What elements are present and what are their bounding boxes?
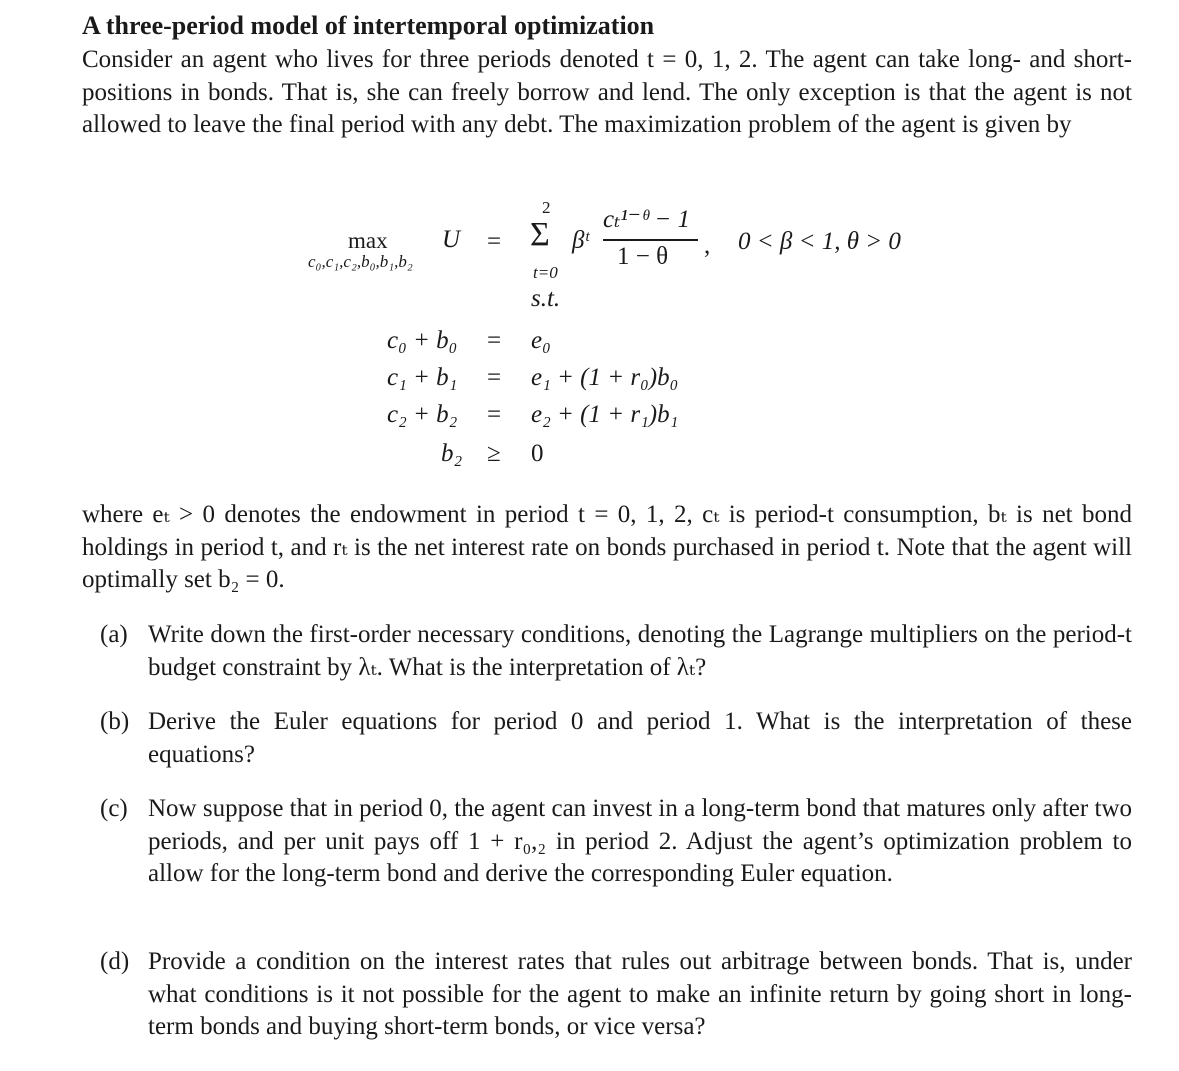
constraint-relation: = (487, 327, 502, 354)
section-title: A three-period model of intertemporal optimization (82, 11, 655, 40)
question-label: (a) (100, 621, 128, 648)
constraint-rhs: e₁ + (1 + r₀)b₀ (531, 364, 679, 391)
sum-symbol: Σ (530, 216, 550, 253)
max-operator: max (348, 228, 388, 253)
question-item (100, 706, 1132, 771)
max-variables: c₀,c₁,c₂,b₀,b₁,b₂ (308, 252, 413, 271)
subject-to-label: s.t. (531, 285, 561, 312)
question-item (100, 946, 1132, 1044)
constraint-lhs: c₀ + b₀ (387, 327, 458, 354)
sum-lower-limit: t=0 (533, 263, 558, 282)
discount-factor: βᵗ (572, 227, 589, 254)
fraction-bar (603, 239, 698, 241)
question-text: Now suppose that in period 0, the agent can invest in a long-term bond that matures only after two periods, and per unit pays off 1 + r₀,₂ in period 2. Adjust the agent’s optimization problem to allow for the long-term bond and derive the corresponding Euler equation. (148, 795, 1132, 887)
objective-equals: = (487, 228, 502, 255)
question-label: (d) (100, 948, 130, 975)
fraction-numerator: cₜ¹⁻ᶿ − 1 (603, 206, 690, 233)
constraint-relation: = (487, 401, 502, 428)
constraint-lhs: c₁ + b₁ (387, 364, 458, 391)
question-label: (b) (100, 708, 130, 735)
constraint-rhs: e₀ (531, 327, 551, 354)
objective-comma: , (704, 232, 711, 259)
constraint-lhs: c₂ + b₂ (387, 401, 458, 428)
intro-paragraph: Consider an agent who lives for three periods denoted t = 0, 1, 2. The agent can take long- and short-positions in bonds. That is, she can freely borrow and lend. The only exception is that the agent is not allowed to leave the final period with any debt. The maximization problem of the agent is given by (82, 46, 1132, 138)
constraint-relation: = (487, 364, 502, 391)
definitions-paragraph: where eₜ > 0 denotes the endowment in period t = 0, 1, 2, cₜ is period-t consumption, bₜ is net bond holdings in period t, and rₜ is the net interest rate on bonds purchased in period t. Note that the agent will optimally set b₂ = 0. (82, 501, 1132, 593)
fraction-denominator: 1 − θ (617, 243, 669, 270)
question-text: Derive the Euler equations for period 0 and period 1. What is the interpretation of these equations? (148, 708, 1132, 768)
question-item (100, 793, 1132, 891)
constraint-lhs: b₂ (441, 440, 463, 467)
objective-lhs: U (442, 226, 461, 253)
parameter-condition: 0 < β < 1, θ > 0 (738, 228, 901, 255)
constraint-rhs: 0 (531, 440, 544, 467)
question-label: (c) (100, 795, 128, 822)
question-text: Write down the first-order necessary conditions, denoting the Lagrange multipliers on the period-t budget constraint by λₜ. What is the interpretation of λₜ? (148, 621, 1132, 681)
sum-upper-limit: 2 (542, 198, 551, 217)
constraint-rhs: e₂ + (1 + r₁)b₁ (531, 401, 679, 428)
question-text: Provide a condition on the interest rates that rules out arbitrage between bonds. That is, under what conditions is it not possible for the agent to make an infinite return by going short in long-term bonds and buying short-term bonds, or vice versa? (148, 948, 1132, 1040)
constraint-relation: ≥ (487, 440, 501, 467)
question-item (100, 619, 1132, 684)
